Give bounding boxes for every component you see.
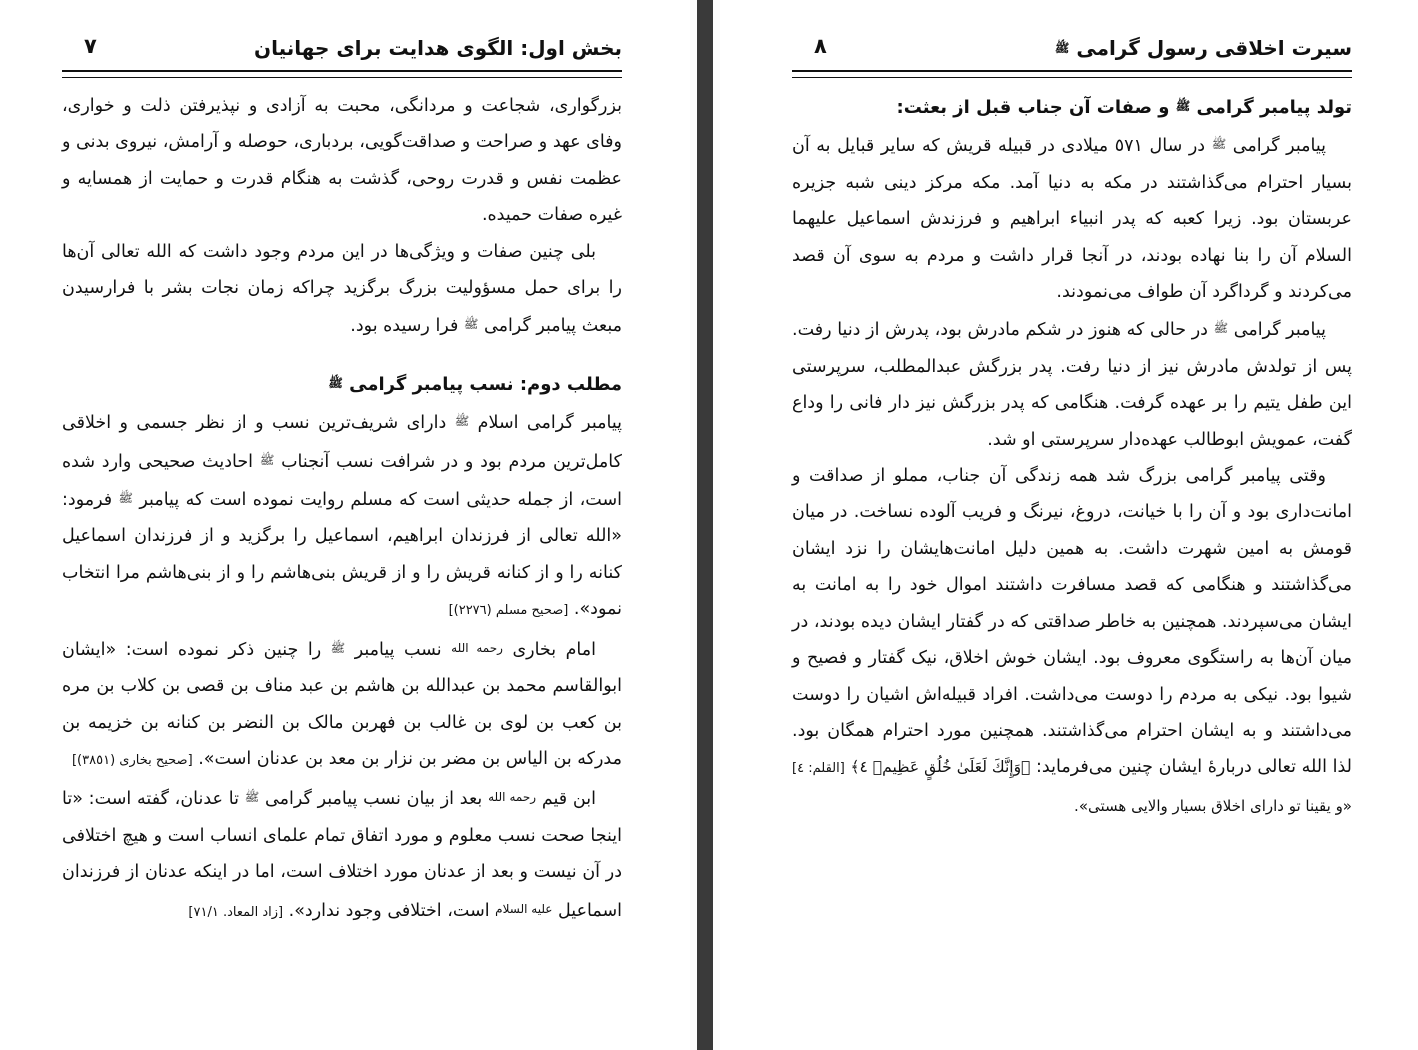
citation: [زاد المعاد. ٧١/١] xyxy=(188,904,284,920)
honorific-symbol: ﷺ xyxy=(1175,99,1191,113)
left-page xyxy=(0,0,697,1050)
paragraph xyxy=(792,458,1352,824)
right-page-body xyxy=(792,88,1352,824)
honorific-symbol: ﷺ xyxy=(330,640,346,655)
book-spine xyxy=(697,0,713,1050)
right-page-title xyxy=(1055,36,1352,60)
honorific-symbol: ﷺ xyxy=(454,414,470,429)
header-rule xyxy=(62,70,622,78)
text-run: فرا رسیده بود. xyxy=(350,316,459,337)
honorific-symbol: ﷺ xyxy=(118,491,134,506)
heading-text: مطلب دوم: نسب پیامبر گرامی xyxy=(349,373,622,395)
left-page-body xyxy=(62,88,622,931)
text-run: بلی چنین صفات و ویژگی‌ها در این مردم وجود داشت که الله تعالی آن‌ها را برای حمل مسؤولیت بزرگ برگزید چراکه زمان نجات بشر با فرارسیدن مبعث پیامبر گرامی xyxy=(62,241,622,337)
citation: [صحیح بخاری (٣٨٥١)] xyxy=(71,752,193,768)
right-page-number: ٨ xyxy=(814,34,827,58)
citation: [صحیح مسلم (٢٢٧٦)] xyxy=(448,603,569,619)
text-run: تا عدنان، گفته است: «تا اینجا صحت نسب معلوم و مورد اتفاق تمام علمای انساب است و هیچ اختلافی در آن نیست و بعد از عدنان مورد اختلاف است، اما در اینکه عدنان از فرزندان اسماعیل xyxy=(62,789,622,921)
header-rule xyxy=(792,70,1352,78)
honorific-symbol: رحمه الله xyxy=(451,640,503,655)
right-page xyxy=(713,0,1418,1050)
honorific-symbol: عليه السلام xyxy=(495,901,553,916)
text-run: پیامبر گرامی اسلام xyxy=(477,413,622,434)
citation: [القلم: ٤] xyxy=(792,761,845,777)
text-run: پیامبر گرامی xyxy=(1233,320,1326,341)
text-run: فرمود: «الله تعالی از فرزندان ابراهیم، اسماعیل را برگزید و از فرزندان اسماعیل کنانه را و از کنانه قریش را و از قریش بنی‌هاشم را و از بنی‌هاشم مرا انتخاب نمود». xyxy=(62,490,622,620)
paragraph xyxy=(62,234,622,345)
honorific-symbol: ﷺ xyxy=(1213,321,1229,336)
quran-verse: ﴿وَإِنَّكَ لَعَلَىٰ خُلُقٍ عَظِيمٖ ٤﴾ xyxy=(850,758,1031,777)
right-page-header xyxy=(792,28,1352,68)
left-page-title: بخش اول: الگوی هدایت برای جهانیان xyxy=(254,36,622,60)
text-run: پیامبر گرامی xyxy=(1232,136,1326,157)
text-run: امام بخاری xyxy=(512,639,596,660)
text-run: وقتی پیامبر گرامی بزرگ شد همه زندگی آن جناب، مملو از صداقت و امانت‌داری بود و آن را با خیانت، دروغ، نیرنگ و فریب آلوده نساخت. در میان قومش به امین شهرت داشت. به همین دلیل امانت‌هایشان را نزد ایشان می‌گذاشتند و هنگامی که قصد مسافرت داشتند اموال خود را به امانت به ایشان می‌سپردند. همچنین به خاطر صداقتی که در گفتار ایشان دیده بودند، در میان آن‌ها به راستگوی معروف بود. ایشان خوش اخلاق، نیک گفتار و فصیح و شیوا بود. نیکی به مردم را دوست می‌داشت. افراد قبیله‌اش اشیان را دوست می‌داشتند و به ایشان احترام می‌گذاشتند. همچنین مورد احترام همگان بود. لذا الله تعالی دربارهٔ ایشان چنین می‌فرماید: xyxy=(792,466,1352,778)
text-run: است، اختلافی وجود ندارد». xyxy=(288,900,490,921)
honorific-symbol: ﷺ xyxy=(463,317,479,332)
text-run: نسب پیامبر xyxy=(354,639,442,660)
honorific-symbol: رحمه الله xyxy=(488,790,537,805)
section-heading xyxy=(792,88,1352,126)
verse-translation: «و یقینا تو دارای اخلاق بسیار والایی هستی». xyxy=(1074,796,1352,815)
section-heading xyxy=(62,365,622,403)
text-run: در سال ٥٧١ میلادی در قبیله قریش که سایر قبایل به آن بسیار احترام می‌گذاشتند در مکه به دنیا آمد. مکه مرکز دینی شبه جزیره عربستان بود. زیرا کعبه که پدر انبیاء ابراهیم و فرزندش اسماعیل علیهما السلام آن را بنا نهاده بودند، در آنجا قرار داشت و مردم به سوی آن قصد می‌کردند و گرداگرد آن طواف می‌نمودند. xyxy=(792,136,1352,303)
paragraph xyxy=(62,779,622,931)
honorific-symbol: ﷺ xyxy=(259,452,275,467)
honorific-symbol: ﷺ xyxy=(1211,137,1227,152)
text-run: دارای شریف‌ترین نسب و از نظر جسمی و اخلاقی کامل‌ترین مردم بود و در شرافت نسب آنجناب xyxy=(62,413,622,472)
title-text: سیرت اخلاقی رسول گرامی xyxy=(1076,36,1352,60)
left-page-number: ٧ xyxy=(84,34,97,58)
honorific-symbol: ﷺ xyxy=(328,375,343,390)
paragraph xyxy=(62,630,622,780)
text-run: احادیث صحیحی وارد شده است، از جمله حدیثی است که مسلم روایت نموده است که پیامبر xyxy=(62,451,622,511)
text-run: بعد از بیان نسب پیامبر گرامی xyxy=(265,789,483,810)
paragraph xyxy=(792,126,1352,310)
paragraph: بزرگواری، شجاعت و مردانگی، محبت به آزادی و نپذیرفتن ذلت و خواری، وفای عهد و صراحت و صداقت‌گویی، بردباری، حوصله و آرامش، نیروی بدنی و عظمت نفس و قدرت روحی، گذشت به هنگام قدرت و حمایت از همسایه و غیره صفات حمیده. xyxy=(62,96,622,226)
honorific-symbol: ﷺ xyxy=(244,790,260,805)
heading-text: و صفات آن جناب قبل از بعثت: xyxy=(896,97,1170,118)
text-run: در حالی که هنوز در شکم مادرش بود، پدرش از دنیا رفت. پس از تولدش مادرش نیز از دنیا رفت. پدر بزرگش عبدالمطلب، سرپرستی این طفل یتیم را بر عهده گرفت. هنگامی که پدر بزرگش نیز دار فانی را وداع گفت، عمویش ابوطالب عهده‌دار سرپرستی او شد. xyxy=(792,320,1352,450)
left-page-header xyxy=(62,28,622,68)
text-run: ابن قیم xyxy=(541,789,596,810)
paragraph xyxy=(792,310,1352,458)
honorific-symbol: ﷺ xyxy=(1054,41,1070,55)
paragraph xyxy=(62,403,622,629)
text-run: را چنین ذکر نموده است: «ایشان ابوالقاسم محمد بن عبدالله بن هاشم بن عبد مناف بن قصی بن کلاب بن مره بن کعب بن لوی بن غالب بن فهربن مالک بن النضر بن کنانه بن خزیمه بن مدرکه بن الیاس بن مضر بن نزار بن معد بن عدنان است». xyxy=(62,639,622,769)
heading-text: تولد پیامبر گرامی xyxy=(1196,97,1352,118)
